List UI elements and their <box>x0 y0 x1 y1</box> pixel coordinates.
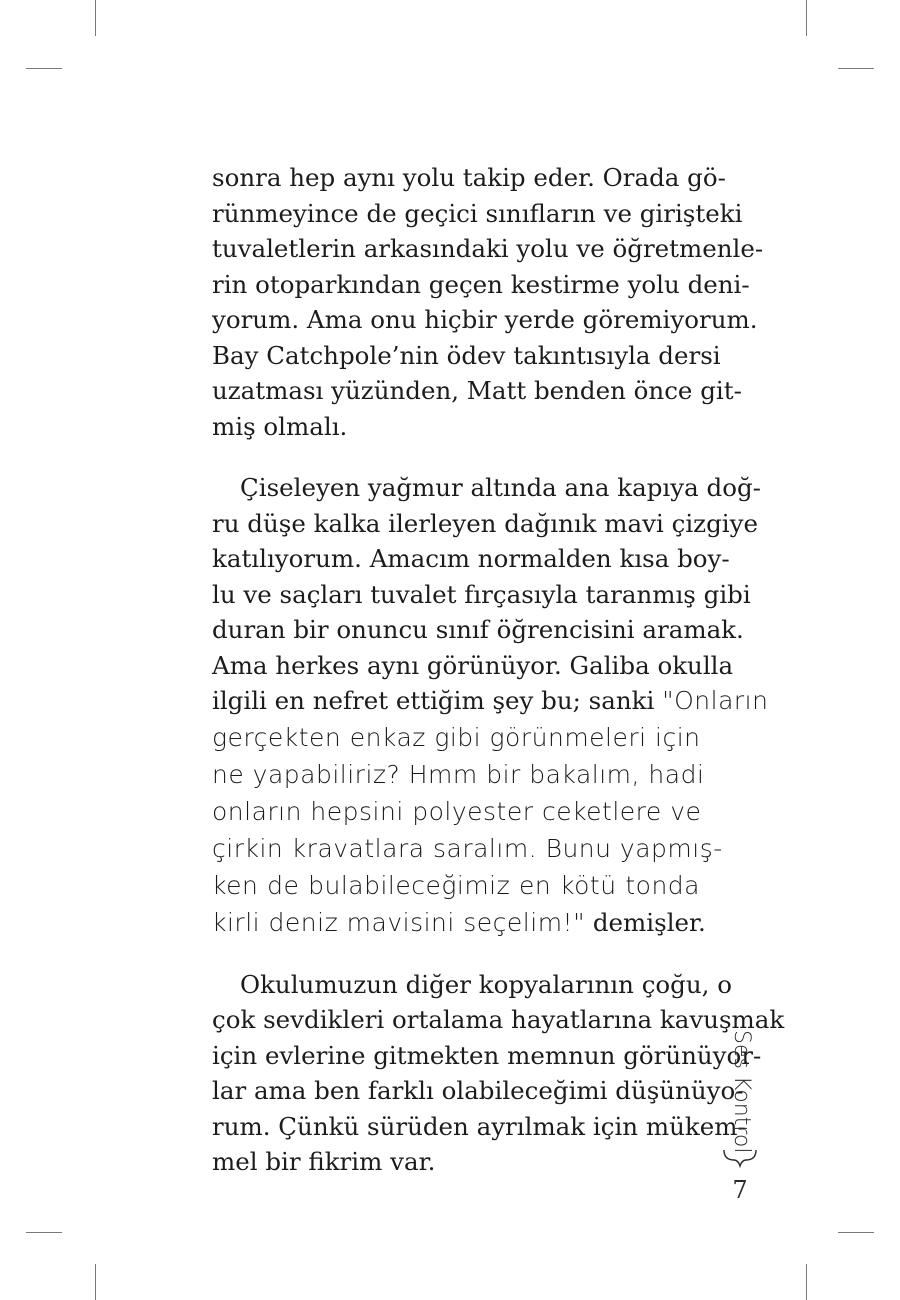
handwritten-line: ne yapabiliriz? Hmm bir bakalım, hadi <box>212 759 705 789</box>
brace-ornament <box>722 1146 758 1170</box>
handwritten-line: gerçekten enkaz gibi görünmeleri için <box>212 722 701 752</box>
crop-mark-bottom-right-vertical <box>806 1264 807 1300</box>
text-line: sonra hep aynı yolu takip eder. Orada gö- <box>212 163 726 192</box>
crop-mark-top-right-vertical <box>806 0 807 36</box>
text-line: ru düşe kalka ilerleyen dağınık mavi çizgiye <box>212 508 758 538</box>
plain-text: demişler. <box>585 907 706 937</box>
crop-mark-top-left-vertical <box>95 0 96 36</box>
text-line: Bay Catchpole’nin ödev takıntısıyla dersi <box>212 340 721 370</box>
text-line-mixed <box>212 683 769 719</box>
crop-mark-bottom-left-horizontal <box>26 1232 62 1233</box>
handwritten-line: ken de bulabileceğimiz en kötü tonda <box>212 870 700 900</box>
text-line: rum. Çünkü sürüden ayrılmak için mükem- <box>212 1111 746 1141</box>
text-line: Okulumuzun diğer kopyalarının çoğu, o <box>240 969 732 999</box>
text-line: katılıyorum. Amacım normalden kısa boy- <box>212 544 730 573</box>
handwritten-text: "Onların <box>662 686 769 715</box>
handwritten-line: onların hepsini polyester ceketlere ve <box>212 796 702 826</box>
plain-text: ilgili en nefret ettiğim şey bu; sanki <box>212 686 663 715</box>
paragraph-spacer <box>212 444 700 470</box>
paragraph-1 <box>212 160 764 444</box>
text-line: lar ama ben farklı olabileceğimi düşünüyo- <box>212 1076 744 1105</box>
text-line: Ama herkes aynı görünüyor. Galiba okulla <box>212 650 734 680</box>
text-line: rin otoparkından geçen kestirme yolu deni- <box>212 269 750 299</box>
text-line: çok sevdikleri ortalama hayatlarına kavuşmak <box>212 1005 785 1034</box>
crop-mark-top-right-horizontal <box>838 68 874 69</box>
text-line: uzatması yüzünden, Matt benden önce git- <box>212 376 742 405</box>
text-line: duran bir onuncu sınıf öğrencisini aramak. <box>212 615 744 644</box>
text-line-mixed <box>212 904 706 941</box>
text-line: lu ve saçları tuvalet fırçasıyla taranmış gibi <box>212 579 751 609</box>
crop-mark-bottom-right-horizontal <box>838 1232 874 1233</box>
text-line: tuvaletlerin arkasındaki yolu ve öğretmenle- <box>212 234 764 263</box>
text-line: yorum. Ama onu hiçbir yerde göremiyorum. <box>212 305 758 334</box>
running-title: Ses Kontrol <box>729 1030 754 1154</box>
paragraph-spacer <box>212 941 700 967</box>
text-line: için evlerine gitmekten memnun görünüyor- <box>212 1040 762 1070</box>
text-line: rünmeyince de geçici sınıfların ve girişteki <box>212 198 743 228</box>
handwritten-line: çirkin kravatlara saralım. Bunu yapmış- <box>212 833 723 863</box>
text-line: mel bir fikrim var. <box>212 1147 436 1176</box>
page-number: 7 <box>732 1176 748 1204</box>
crop-mark-bottom-left-vertical <box>95 1264 96 1300</box>
handwritten-text: kirli deniz mavisini seçelim!" <box>212 907 586 937</box>
text-line: miş olmalı. <box>212 411 348 441</box>
text-line: Çiseleyen yağmur altında ana kapıya doğ- <box>240 473 761 502</box>
crop-mark-top-left-horizontal <box>26 68 62 69</box>
paragraph-2 <box>212 470 769 941</box>
